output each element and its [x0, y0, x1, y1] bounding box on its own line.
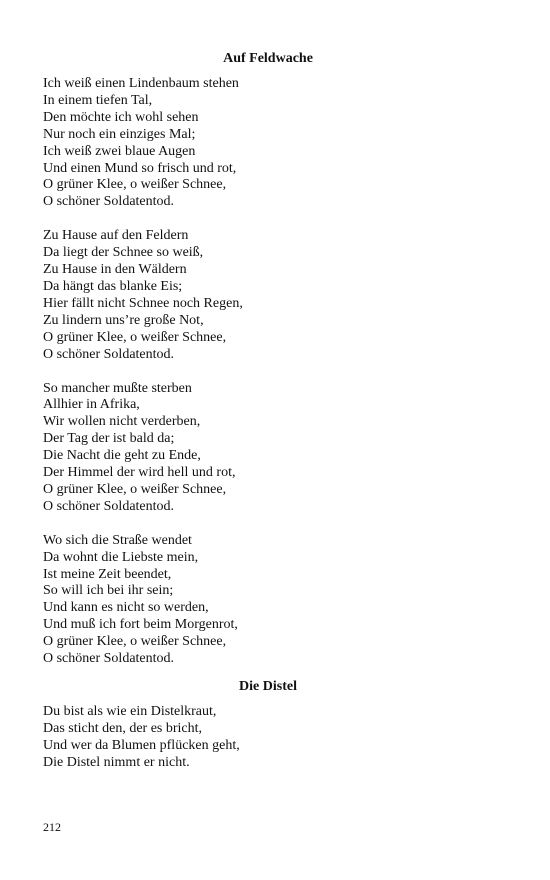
stanza-4: [43, 533, 473, 668]
verse-line: Ich weiß einen Lindenbaum stehen: [43, 76, 239, 91]
verse-line: Zu lindern uns’re große Not,: [43, 312, 204, 328]
stanza-2: [43, 228, 473, 363]
verse-line: Ich weiß zwei blaue Augen: [43, 143, 196, 159]
poem-die-distel: [43, 678, 473, 772]
verse-line: So will ich bei ihr sein;: [43, 583, 174, 599]
verse-line: Zu Hause in den Wäldern: [43, 262, 187, 278]
verse-line: O grüner Klee, o weißer Schnee,: [43, 481, 227, 497]
verse-line: Wo sich die Straße wendet: [43, 532, 192, 548]
verse-line: Die Distel nimmt er nicht.: [43, 754, 190, 770]
verse-line: So mancher mußte sterben: [43, 380, 192, 396]
verse-line: Da liegt der Schnee so weiß,: [43, 245, 204, 261]
poem-auf-feldwache: [43, 50, 473, 668]
verse-line: Wir wollen nicht verderben,: [43, 414, 201, 430]
verse-line: Und wer da Blumen pflücken geht,: [43, 737, 240, 753]
verse-line: Und muß ich fort beim Morgenrot,: [43, 617, 238, 633]
poem-title: Die Distel: [239, 679, 297, 694]
verse-line: Da wohnt die Liebste mein,: [43, 549, 199, 565]
verse-line: Den möchte ich wohl sehen: [43, 109, 199, 125]
verse-line: O schöner Soldatentod.: [43, 194, 175, 210]
stanza-1: [43, 704, 473, 772]
verse-line: Ist meine Zeit beendet,: [43, 566, 172, 582]
poem-title: Auf Feldwache: [223, 51, 313, 66]
verse-line: O grüner Klee, o weißer Schnee,: [43, 329, 227, 345]
verse-line: O schöner Soldatentod.: [43, 651, 175, 667]
verse-line: Hier fällt nicht Schnee noch Regen,: [43, 295, 243, 311]
verse-line: In einem tiefen Tal,: [43, 92, 153, 108]
verse-line: Der Himmel der wird hell und rot,: [43, 465, 236, 481]
verse-line: O schöner Soldatentod.: [43, 346, 175, 362]
verse-line: O schöner Soldatentod.: [43, 498, 175, 514]
verse-line: Und einen Mund so frisch und rot,: [43, 160, 237, 176]
verse-line: Die Nacht die geht zu Ende,: [43, 448, 201, 464]
verse-line: O grüner Klee, o weißer Schnee,: [43, 634, 227, 650]
stanza-3: [43, 381, 473, 516]
page-body: [43, 50, 473, 772]
verse-line: Du bist als wie ein Distelkraut,: [43, 704, 217, 719]
verse-line: Der Tag der ist bald da;: [43, 431, 175, 447]
verse-line: Und kann es nicht so werden,: [43, 600, 209, 616]
verse-line: Allhier in Afrika,: [43, 397, 140, 413]
verse-line: O grüner Klee, o weißer Schnee,: [43, 177, 227, 193]
stanza-1: [43, 76, 473, 211]
page-number: 212: [43, 820, 61, 834]
verse-line: Da hängt das blanke Eis;: [43, 278, 183, 294]
verse-line: Nur noch ein einziges Mal;: [43, 126, 196, 142]
verse-line: Das sticht den, der es bricht,: [43, 720, 203, 736]
verse-line: Zu Hause auf den Feldern: [43, 228, 189, 244]
